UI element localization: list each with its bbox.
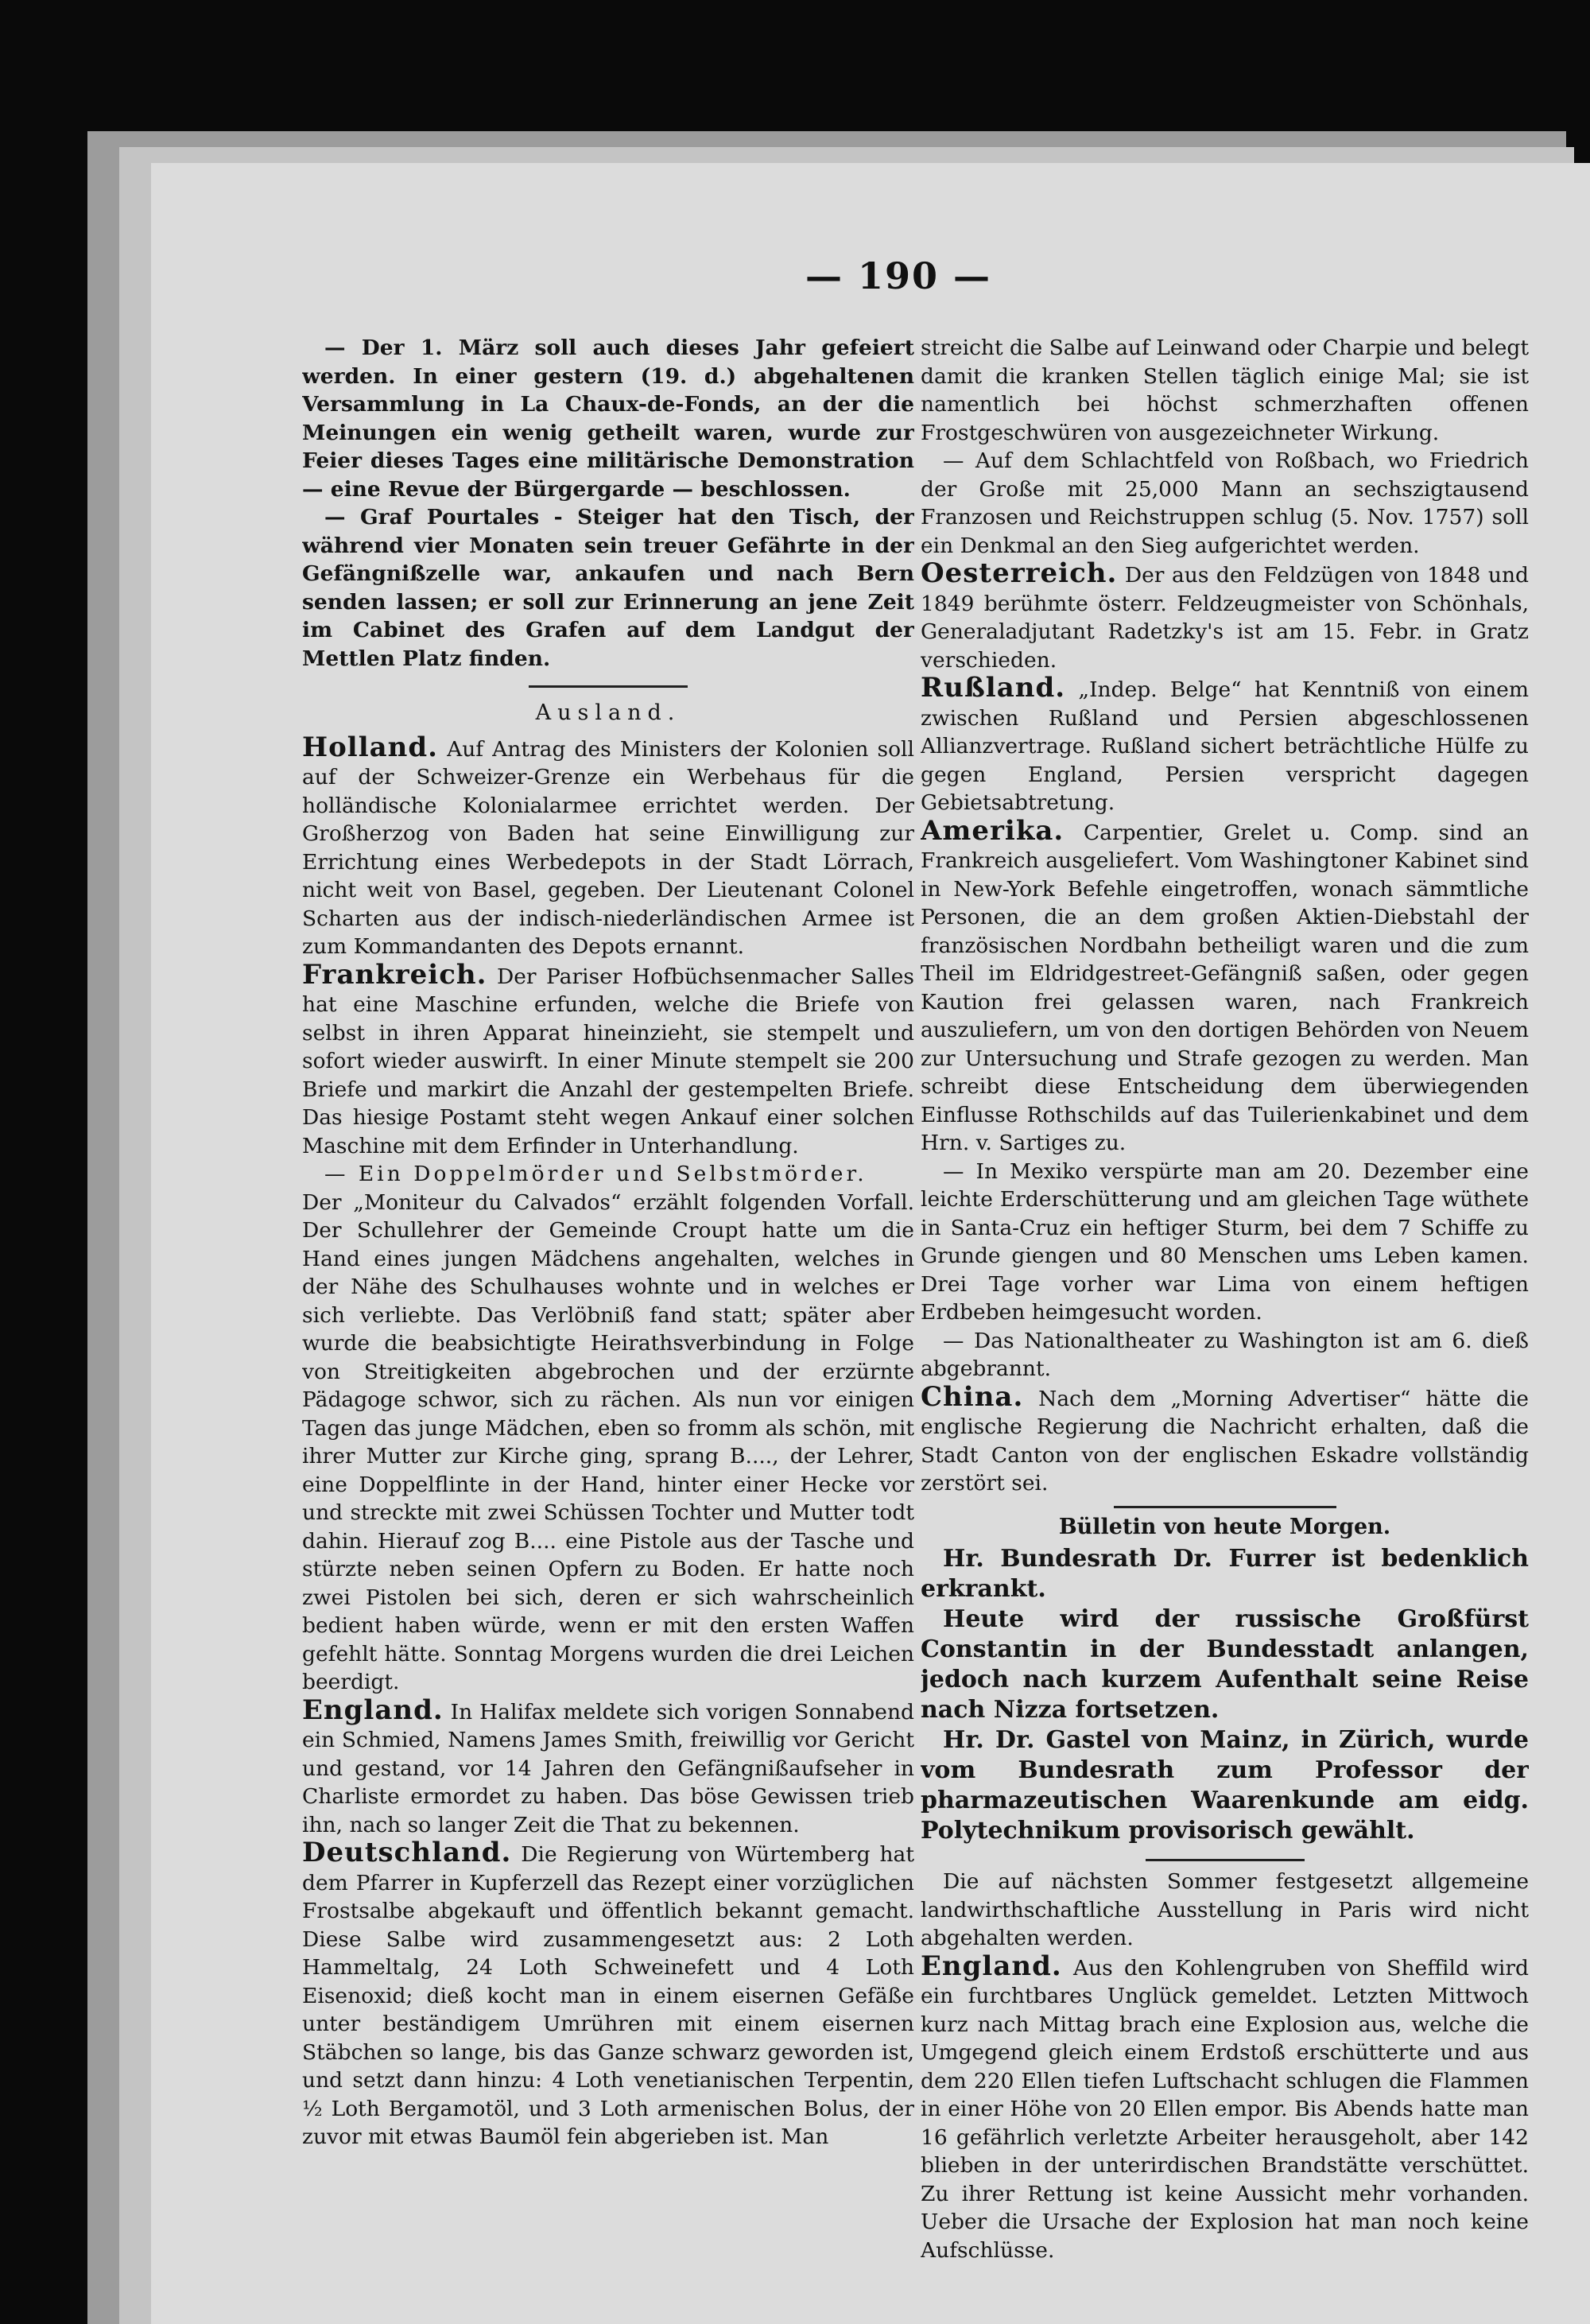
article-rossbach: — Auf dem Schlachtfeld von Roßbach, wo Friedrich der Große mit 25,000 Mann an sechszigtausend Franzosen und Reichstruppen schlug (5. Nov. 1757) soll ein Denkmal an den Sieg aufgerichtet werden.: [921, 448, 1529, 558]
country-label-frankreich: Frankreich.: [302, 958, 487, 991]
article-england-text: In Halifax meldete sich vorigen Sonnabend ein Schmied, Namens James Smith, freiwillig vor Gericht und gestand, vor 14 Jahren den Gefängnißaufseher in Charliste ermordet zu haben. Das böse Gewissen trieb ihn, nach so langer Zeit die That zu bekennen.: [302, 1699, 914, 1837]
article-frankreich: [302, 958, 914, 1161]
left-column: [302, 334, 914, 2290]
article-pourtales: — Graf Pourtales - Steiger hat den Tisch, der während vier Monaten sein treuer Gefährte in der Gefängnißzelle war, ankaufen und nach Bern senden lassen; er soll zur Erinnerung an jene Zeit im Cabinet des Grafen auf dem Landgut der Mettlen Platz finden.: [302, 505, 914, 671]
article-oesterreich: [921, 557, 1529, 674]
article-mexiko: — In Mexiko verspürte man am 20. Dezember eine leichte Erderschütterung und am gleichen Tage wüthete in Santa-Cruz ein heftiger Sturm, bei dem 7 Schiffe zu Grunde giengen und 80 Menschen ums Leben kamen. Drei Tage vorher war Lima von einem heftigen Erdbeben heimgesucht worden.: [921, 1158, 1529, 1325]
section-divider: [529, 685, 688, 688]
country-label-holland: Holland.: [302, 731, 438, 763]
article-deutschland: [302, 1839, 914, 2151]
bulletin-gastel: Hr. Dr. Gastel von Mainz, in Zürich, wurde vom Bundesrath zum Professor der pharmazeutischen Waarenkunde am eidg. Polytechnikum provisorisch gewählt.: [921, 1726, 1529, 1845]
article-england-sheffield-text: Aus den Kohlengruben von Sheffild wird ein furchtbares Unglück gemeldet. Letzten Mittwoch kurz nach Mittag brach eine Explosion aus, welche die Umgegend gleich einem Erdstoß erschütterte und aus dem 220 Ellen tiefen Luftschacht schlugen die Flammen in einer Höhe von 20 Ellen empor. Bis Abends hatte man 16 gefährlich verletzte Arbeiter herausgeholt, aber 142 blieben in der unterirdischen Brandstätte verschüttet. Zu ihrer Rettung ist keine Aussicht mehr vorhanden. Ueber die Ursache der Explosion hat man noch keine Aufschlüsse.: [921, 1955, 1529, 2263]
article-maerz-feier: — Der 1. März soll auch dieses Jahr gefeiert werden. In einer gestern (19. d.) abgehaltenen Versammlung in La Chaux-de-Fonds, an der die Meinungen ein wenig getheilt waren, wurde zur Feier dieses Tages eine militärische Demonstration — eine Revue der Bürgergarde — beschlossen.: [302, 336, 914, 502]
country-label-amerika: Amerika.: [921, 814, 1065, 847]
article-holland-text: Auf Antrag des Ministers der Kolonien soll auf der Schweizer-Grenze ein Werbehaus für die holländische Kolonialarmee errichtet werden. Der Großherzog von Baden hat seine Einwilligung zur Errichtung eines Werbedepots in der Stadt Lörrach, nicht weit von Basel, gegeben. Der Lieutenant Colonel Scharten aus der indisch-niederländischen Armee ist zum Kommandanten des Depots ernannt.: [302, 736, 914, 959]
article-doppelmoerder-title: — Ein Doppelmörder und Selbstmörder.: [324, 1162, 867, 1186]
right-column: [921, 334, 1529, 2290]
article-frostsalbe-continued: streicht die Salbe auf Leinwand oder Charpie und belegt damit die kranken Stellen täglich einige Mal; sie ist namentlich bei höchst schmerzhaften offenen Frostgeschwüren von ausgezeichneter Wirkung.: [921, 336, 1529, 445]
article-deutschland-text: Die Regierung von Würtemberg hat dem Pfarrer in Kupferzell das Rezept einer vorzüglichen Frostsalbe abgekauft und öffentlich bekannt gemacht. Diese Salbe wird zusammengesetzt aus: 2 Loth Hammeltalg, 24 Loth Schweinefett und 4 Loth Eisenoxid; dieß kocht man in einem eisernen Gefäße unter beständigem Umrühren mit einem eisernen Stäbchen so lange, bis das Ganze schwarz geworden ist, und setzt dann hinzu: 4 Loth venetianischen Terpentin, ½ Loth Bergamotöl, und 3 Loth armenischen Bolus, der zuvor mit etwas Baumöl fein abgerieben ist. Man: [302, 1842, 914, 2149]
country-label-oesterreich: Oesterreich.: [921, 557, 1118, 589]
country-label-england: England.: [302, 1694, 444, 1726]
article-russland-text: „Indep. Belge“ hat Kenntniß von einem zwischen Rußland und Persien abgeschlossenen Allianzvertrage. Rußland sichert beträchtliche Hülfe zu gegen England, Persien verspricht dagegen Gebietsabtretung.: [921, 677, 1529, 815]
country-label-china: China.: [921, 1380, 1024, 1413]
article-england: [302, 1694, 914, 1840]
article-amerika-text: Carpentier, Grelet u. Comp. sind an Frankreich ausgeliefert. Vom Washingtoner Kabinet sind in New-York Befehle eingetroffen, wonach sämmtliche Personen, die an dem großen Aktien-Diebstahl der französischen Nordbahn betheiligt waren und die zum Theil im Eldridgestreet-Gefängniß saßen, oder gegen Kaution frei gelassen waren, nach Frankreich auszuliefern, um von den dortigen Behörden von Neuem zur Untersuchung und Strafe gezogen zu werden. Man schreibt diese Entscheidung dem überwiegenden Einflusse Rothschilds auf das Tuilerienkabinet und dem Hrn. v. Sartiges zu.: [921, 820, 1529, 1155]
article-russland: [921, 674, 1529, 817]
article-oesterreich-text: Der aus den Feldzügen von 1848 und 1849 berühmte österr. Feldzeugmeister von Schönhals, Generaladjutant Radetzky's ist am 15. Febr. in Gratz verschieden.: [921, 563, 1529, 673]
country-label-england-2: England.: [921, 1950, 1062, 1982]
article-frankreich-text: Der Pariser Hofbüchsenmacher Salles hat eine Maschine erfunden, welche die Briefe von selbst in ihren Apparat hineinzieht, sie stempelt und sofort wieder auswirft. In einer Minute stempelt sie 200 Briefe und markirt die Anzahl der gestempelten Briefe. Das hiesige Postamt steht wegen Ankauf einer solchen Maschine mit dem Erfinder in Unterhandlung.: [302, 964, 914, 1158]
country-label-deutschland: Deutschland.: [302, 1837, 512, 1868]
country-label-russland: Rußland.: [921, 672, 1066, 704]
bulletin-heading: Bülletin von heute Morgen.: [1058, 1514, 1391, 1539]
section-heading-ausland: Ausland.: [535, 700, 681, 725]
article-china: [921, 1380, 1529, 1498]
article-china-text: Nach dem „Morning Advertiser“ hätte die englische Regierung die Nachricht erhalten, daß die Stadt Canton von der englischen Eskadre vollständig zerstört sei.: [921, 1386, 1529, 1496]
article-ausstellung: Die auf nächsten Sommer festgesetzt allgemeine landwirthschaftliche Ausstellung in Paris wird nicht abgehalten werden.: [921, 1869, 1529, 1950]
bulletin-constantin: Heute wird der russische Großfürst Constantin in der Bundesstadt anlangen, jedoch nach kurzem Aufenthalt seine Reise nach Nizza fortsetzen.: [921, 1605, 1529, 1724]
article-holland: [302, 731, 914, 961]
article-doppelmoerder-text: Der „Moniteur du Calvados“ erzählt folgenden Vorfall. Der Schullehrer der Gemeinde Croupt hatte um die Hand eines jungen Mädchens angehalten, welches in der Nähe des Schulhauses wohnte und in welches er sich verliebte. Das Verlöbniß fand statt; später aber wurde die beabsichtigte Heirathsverbindung in Folge von Streitigkeiten abgebrochen und der erzürnte Pädagoge schwor, sich zu rächen. Als nun vor einigen Tagen das junge Mädchen, eben so fromm als schön, mit ihrer Mutter zur Kirche ging, sprang B...., der Lehrer, eine Doppelflinte in der Hand, hinter einer Hecke vor und streckte mit zwei Schüssen Tochter und Mutter todt dahin. Hierauf zog B.... eine Pistole aus der Tasche und stürzte neben seinen Opfern zu Boden. Er hatte noch zwei Pistolen bei sich, deren er sich wahrscheinlich bedient haben würde, wenn er mit den ersten Waffen gefehlt hätte. Sonntag Morgens wurden die drei Leichen beerdigt.: [302, 1189, 914, 1694]
bulletin-divider: [1114, 1506, 1336, 1508]
article-amerika: [921, 814, 1529, 1158]
bulletin-furrer: Hr. Bundesrath Dr. Furrer ist bedenklich erkrankt.: [921, 1545, 1529, 1603]
page-number: — 190 —: [805, 254, 992, 297]
article-england-sheffield: [921, 1950, 1529, 2265]
ausstellung-divider: [1146, 1859, 1305, 1861]
article-nationaltheater: — Das Nationaltheater zu Washington ist am 6. dieß abgebrannt.: [921, 1328, 1529, 1381]
